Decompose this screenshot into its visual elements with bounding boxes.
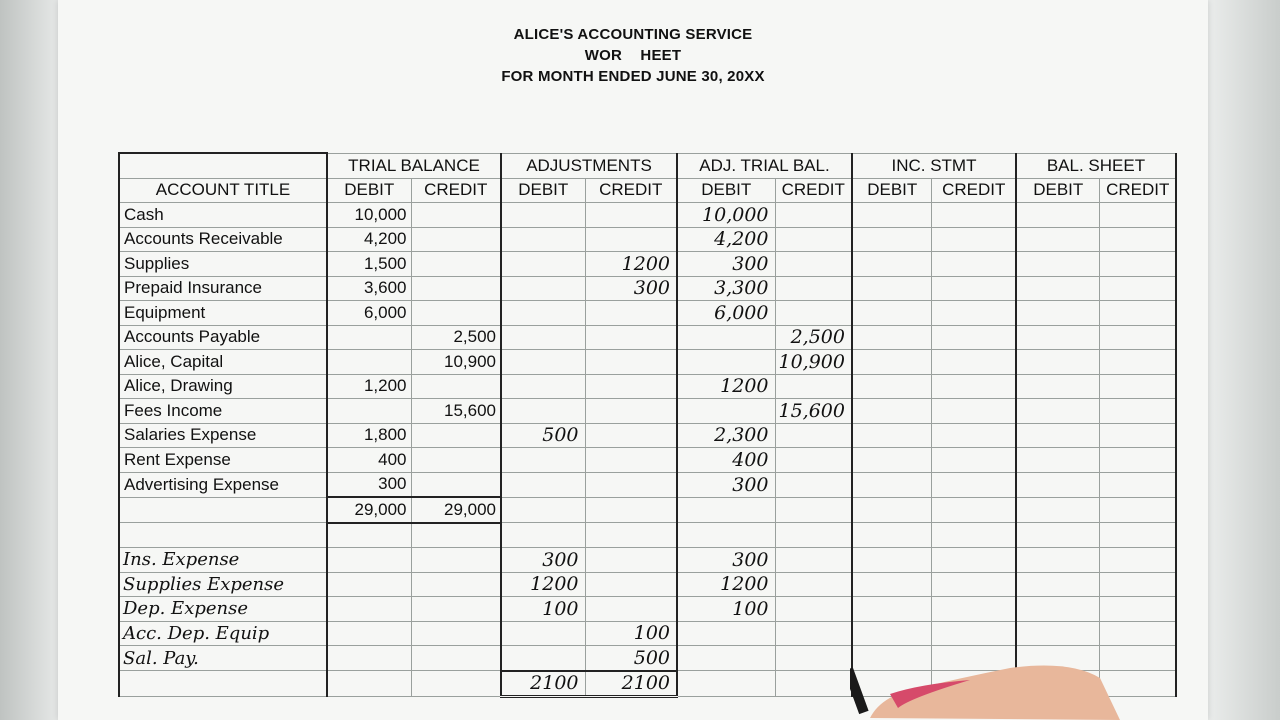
atb-credit-header: CREDIT [775, 178, 852, 203]
adj-debit [501, 203, 585, 228]
tb-credit [411, 276, 501, 301]
bs-debit [1016, 276, 1100, 301]
is-debit [852, 301, 932, 326]
empty-cell [852, 497, 932, 523]
adj-credit: 300 [585, 276, 677, 301]
is-credit [932, 448, 1016, 473]
group-inc-stmt: INC. STMT [852, 153, 1016, 178]
bs-debit [1016, 472, 1100, 497]
account-title: Advertising Expense [119, 472, 327, 497]
account-title: Salaries Expense [119, 423, 327, 448]
bs-debit [1016, 203, 1100, 228]
atb-debit: 400 [677, 448, 775, 473]
empty-cell [677, 671, 775, 697]
account-row [119, 472, 1176, 497]
bs-debit [1016, 548, 1100, 573]
adj-debit [501, 227, 585, 252]
is-credit-header: CREDIT [932, 178, 1016, 203]
tb-debit [327, 572, 411, 597]
tb-debit [327, 325, 411, 350]
is-credit [932, 399, 1016, 424]
is-debit [852, 252, 932, 277]
account-title: Rent Expense [119, 448, 327, 473]
atb-debit [677, 325, 775, 350]
group-adjustments: ADJUSTMENTS [501, 153, 677, 178]
adj-credit [585, 548, 677, 573]
empty-cell [775, 671, 852, 697]
account-row [119, 350, 1176, 375]
empty-cell [119, 523, 327, 548]
tb-debit [327, 350, 411, 375]
bs-credit [1100, 252, 1176, 277]
adj-debit [501, 276, 585, 301]
adj-credit [585, 301, 677, 326]
adj-debit [501, 448, 585, 473]
bs-credit [1100, 203, 1176, 228]
account-row [119, 227, 1176, 252]
spacer-row [119, 523, 1176, 548]
atb-credit [775, 597, 852, 622]
bs-credit [1100, 399, 1176, 424]
account-row [119, 203, 1176, 228]
is-debit [852, 548, 932, 573]
atb-debit: 1200 [677, 572, 775, 597]
tb-debit: 400 [327, 448, 411, 473]
empty-cell [585, 497, 677, 523]
bs-credit [1100, 472, 1176, 497]
atb-credit [775, 276, 852, 301]
empty-cell [932, 523, 1016, 548]
tb-debit [327, 621, 411, 646]
company-name: ALICE'S ACCOUNTING SERVICE [513, 26, 753, 43]
tb-credit [411, 301, 501, 326]
tb-credit: 10,900 [411, 350, 501, 375]
bs-credit-header: CREDIT [1100, 178, 1176, 203]
adj-debit: 100 [501, 597, 585, 622]
bs-credit [1100, 548, 1176, 573]
account-title: Cash [119, 203, 327, 228]
adj-debit: 1200 [501, 572, 585, 597]
adj-credit: 1200 [585, 252, 677, 277]
account-row [119, 276, 1176, 301]
tb-debit: 3,600 [327, 276, 411, 301]
empty-cell [852, 523, 932, 548]
bs-debit-header: DEBIT [1016, 178, 1100, 203]
tb-debit: 4,200 [327, 227, 411, 252]
tb-credit [411, 448, 501, 473]
adj-credit [585, 399, 677, 424]
atb-credit [775, 374, 852, 399]
group-header-row [119, 153, 1176, 178]
adj-debit-header: DEBIT [501, 178, 585, 203]
bs-credit [1100, 374, 1176, 399]
bs-debit [1016, 597, 1100, 622]
bs-credit [1100, 227, 1176, 252]
bs-debit [1016, 621, 1100, 646]
added-account-title: Ins. Expense [119, 548, 327, 573]
adj-credit-header: CREDIT [585, 178, 677, 203]
tb-debit: 6,000 [327, 301, 411, 326]
is-debit [852, 276, 932, 301]
empty-cell [677, 497, 775, 523]
empty-cell [327, 671, 411, 697]
added-account-row [119, 548, 1176, 573]
added-account-row [119, 597, 1176, 622]
desk-right [1200, 0, 1280, 720]
is-debit [852, 325, 932, 350]
tb-credit [411, 646, 501, 671]
tb-debit: 1,800 [327, 423, 411, 448]
tb-debit: 1,200 [327, 374, 411, 399]
added-account-title: Dep. Expense [119, 597, 327, 622]
tb-credit [411, 472, 501, 497]
empty-cell [501, 523, 585, 548]
adj-credit: 500 [585, 646, 677, 671]
added-account-title: Sal. Pay. [119, 646, 327, 671]
account-row [119, 252, 1176, 277]
account-title-header: ACCOUNT TITLE [119, 178, 327, 203]
tb-credit [411, 203, 501, 228]
empty-cell [775, 523, 852, 548]
bs-credit [1100, 448, 1176, 473]
tb-totals-row [119, 497, 1176, 523]
is-credit [932, 572, 1016, 597]
adj-credit [585, 350, 677, 375]
is-credit [932, 374, 1016, 399]
adj-debit [501, 646, 585, 671]
atb-credit: 2,500 [775, 325, 852, 350]
empty-cell [1100, 523, 1176, 548]
tb-credit [411, 621, 501, 646]
bs-debit [1016, 301, 1100, 326]
tb-debit: 10,000 [327, 203, 411, 228]
is-credit [932, 472, 1016, 497]
period-line: FOR MONTH ENDED JUNE 30, 20XX [501, 68, 765, 85]
bs-debit [1016, 350, 1100, 375]
blank-header-cell [119, 153, 327, 178]
is-debit [852, 597, 932, 622]
atb-credit [775, 548, 852, 573]
is-debit [852, 572, 932, 597]
is-credit [932, 227, 1016, 252]
bs-credit [1100, 572, 1176, 597]
atb-debit: 300 [677, 472, 775, 497]
account-title: Prepaid Insurance [119, 276, 327, 301]
tb-credit [411, 374, 501, 399]
added-account-title: Acc. Dep. Equip [119, 621, 327, 646]
atb-credit [775, 252, 852, 277]
is-debit [852, 472, 932, 497]
adj-debit: 500 [501, 423, 585, 448]
adj-credit [585, 227, 677, 252]
tb-credit: 2,500 [411, 325, 501, 350]
atb-debit: 300 [677, 252, 775, 277]
bs-credit [1100, 597, 1176, 622]
tb-debit [327, 597, 411, 622]
tb-credit [411, 227, 501, 252]
atb-debit [677, 646, 775, 671]
adj-credit [585, 423, 677, 448]
adj-credit [585, 374, 677, 399]
atb-credit [775, 301, 852, 326]
atb-debit: 1200 [677, 374, 775, 399]
bs-debit [1016, 572, 1100, 597]
adj-credit [585, 325, 677, 350]
empty-cell [932, 497, 1016, 523]
atb-credit [775, 448, 852, 473]
account-row [119, 448, 1176, 473]
tb-debit-total: 29,000 [327, 497, 411, 523]
empty-cell [1016, 497, 1100, 523]
adj-debit [501, 325, 585, 350]
tb-credit [411, 423, 501, 448]
is-debit [852, 448, 932, 473]
added-account-rows [119, 548, 1176, 671]
worksheet-table [118, 152, 1177, 698]
adj-debit [501, 374, 585, 399]
empty-cell [585, 523, 677, 548]
adj-debit [501, 252, 585, 277]
empty-cell [1100, 497, 1176, 523]
adj-credit [585, 597, 677, 622]
desk-left [0, 0, 60, 720]
adj-credit [585, 572, 677, 597]
bs-debit [1016, 325, 1100, 350]
adj-credit [585, 472, 677, 497]
atb-credit: 15,600 [775, 399, 852, 424]
column-header-row [119, 178, 1176, 203]
atb-credit [775, 621, 852, 646]
tb-debit [327, 399, 411, 424]
adj-credit: 100 [585, 621, 677, 646]
tb-credit [411, 597, 501, 622]
atb-credit [775, 227, 852, 252]
tb-debit: 1,500 [327, 252, 411, 277]
empty-cell [775, 497, 852, 523]
bs-debit [1016, 227, 1100, 252]
is-debit-header: DEBIT [852, 178, 932, 203]
tb-credit-header: CREDIT [411, 178, 501, 203]
bs-debit [1016, 399, 1100, 424]
added-account-row [119, 572, 1176, 597]
atb-credit: 10,900 [775, 350, 852, 375]
is-credit [932, 252, 1016, 277]
account-rows [119, 203, 1176, 498]
empty-cell [119, 671, 327, 697]
empty-cell [411, 671, 501, 697]
is-credit [932, 548, 1016, 573]
is-debit [852, 227, 932, 252]
account-title: Accounts Payable [119, 325, 327, 350]
totals-title-cell [119, 497, 327, 523]
bs-credit [1100, 350, 1176, 375]
tb-debit [327, 548, 411, 573]
adj-debit [501, 301, 585, 326]
is-debit [852, 399, 932, 424]
account-title: Equipment [119, 301, 327, 326]
empty-cell [677, 523, 775, 548]
tb-debit [327, 646, 411, 671]
atb-debit: 6,000 [677, 301, 775, 326]
tb-debit-header: DEBIT [327, 178, 411, 203]
account-title: Supplies [119, 252, 327, 277]
account-title: Alice, Capital [119, 350, 327, 375]
adj-credit-total: 2100 [585, 671, 677, 697]
atb-debit: 2,300 [677, 423, 775, 448]
empty-cell [501, 497, 585, 523]
atb-debit: 100 [677, 597, 775, 622]
adj-credit [585, 203, 677, 228]
adj-debit [501, 350, 585, 375]
is-debit [852, 423, 932, 448]
adj-debit [501, 621, 585, 646]
account-row [119, 399, 1176, 424]
tb-debit: 300 [327, 472, 411, 497]
adj-credit [585, 448, 677, 473]
is-credit [932, 350, 1016, 375]
account-title: Accounts Receivable [119, 227, 327, 252]
added-account-title: Supplies Expense [119, 572, 327, 597]
added-account-row [119, 621, 1176, 646]
bs-credit [1100, 423, 1176, 448]
hand-with-pen [850, 658, 1120, 720]
account-title: Fees Income [119, 399, 327, 424]
atb-debit: 4,200 [677, 227, 775, 252]
atb-debit: 300 [677, 548, 775, 573]
atb-credit [775, 572, 852, 597]
bs-debit [1016, 423, 1100, 448]
account-row [119, 301, 1176, 326]
atb-debit-header: DEBIT [677, 178, 775, 203]
atb-credit [775, 203, 852, 228]
group-trial-balance: TRIAL BALANCE [327, 153, 501, 178]
is-credit [932, 301, 1016, 326]
tb-credit [411, 572, 501, 597]
tb-credit: 15,600 [411, 399, 501, 424]
atb-credit [775, 472, 852, 497]
is-debit [852, 203, 932, 228]
atb-credit [775, 646, 852, 671]
atb-debit: 3,300 [677, 276, 775, 301]
is-credit [932, 621, 1016, 646]
is-credit [932, 325, 1016, 350]
adj-debit [501, 399, 585, 424]
empty-cell [1016, 523, 1100, 548]
group-adj-trial-bal: ADJ. TRIAL BAL. [677, 153, 852, 178]
atb-credit [775, 423, 852, 448]
account-title: Alice, Drawing [119, 374, 327, 399]
account-row [119, 423, 1176, 448]
bs-credit [1100, 301, 1176, 326]
bs-debit [1016, 448, 1100, 473]
account-row [119, 325, 1176, 350]
is-credit [932, 276, 1016, 301]
is-credit [932, 597, 1016, 622]
tb-credit-total: 29,000 [411, 497, 501, 523]
adj-debit: 300 [501, 548, 585, 573]
worksheet-title: WOR HEET [584, 47, 682, 64]
atb-debit: 10,000 [677, 203, 775, 228]
bs-credit [1100, 325, 1176, 350]
is-debit [852, 350, 932, 375]
empty-cell [327, 523, 411, 548]
adj-debit [501, 472, 585, 497]
bs-credit [1100, 276, 1176, 301]
is-credit [932, 203, 1016, 228]
is-debit [852, 374, 932, 399]
empty-cell [411, 523, 501, 548]
tb-credit [411, 548, 501, 573]
tb-credit [411, 252, 501, 277]
is-debit [852, 621, 932, 646]
bs-debit [1016, 252, 1100, 277]
bs-credit [1100, 621, 1176, 646]
adj-debit-total: 2100 [501, 671, 585, 697]
atb-debit [677, 399, 775, 424]
atb-debit [677, 350, 775, 375]
atb-debit [677, 621, 775, 646]
group-bal-sheet: BAL. SHEET [1016, 153, 1176, 178]
bs-debit [1016, 374, 1100, 399]
is-credit [932, 423, 1016, 448]
account-row [119, 374, 1176, 399]
